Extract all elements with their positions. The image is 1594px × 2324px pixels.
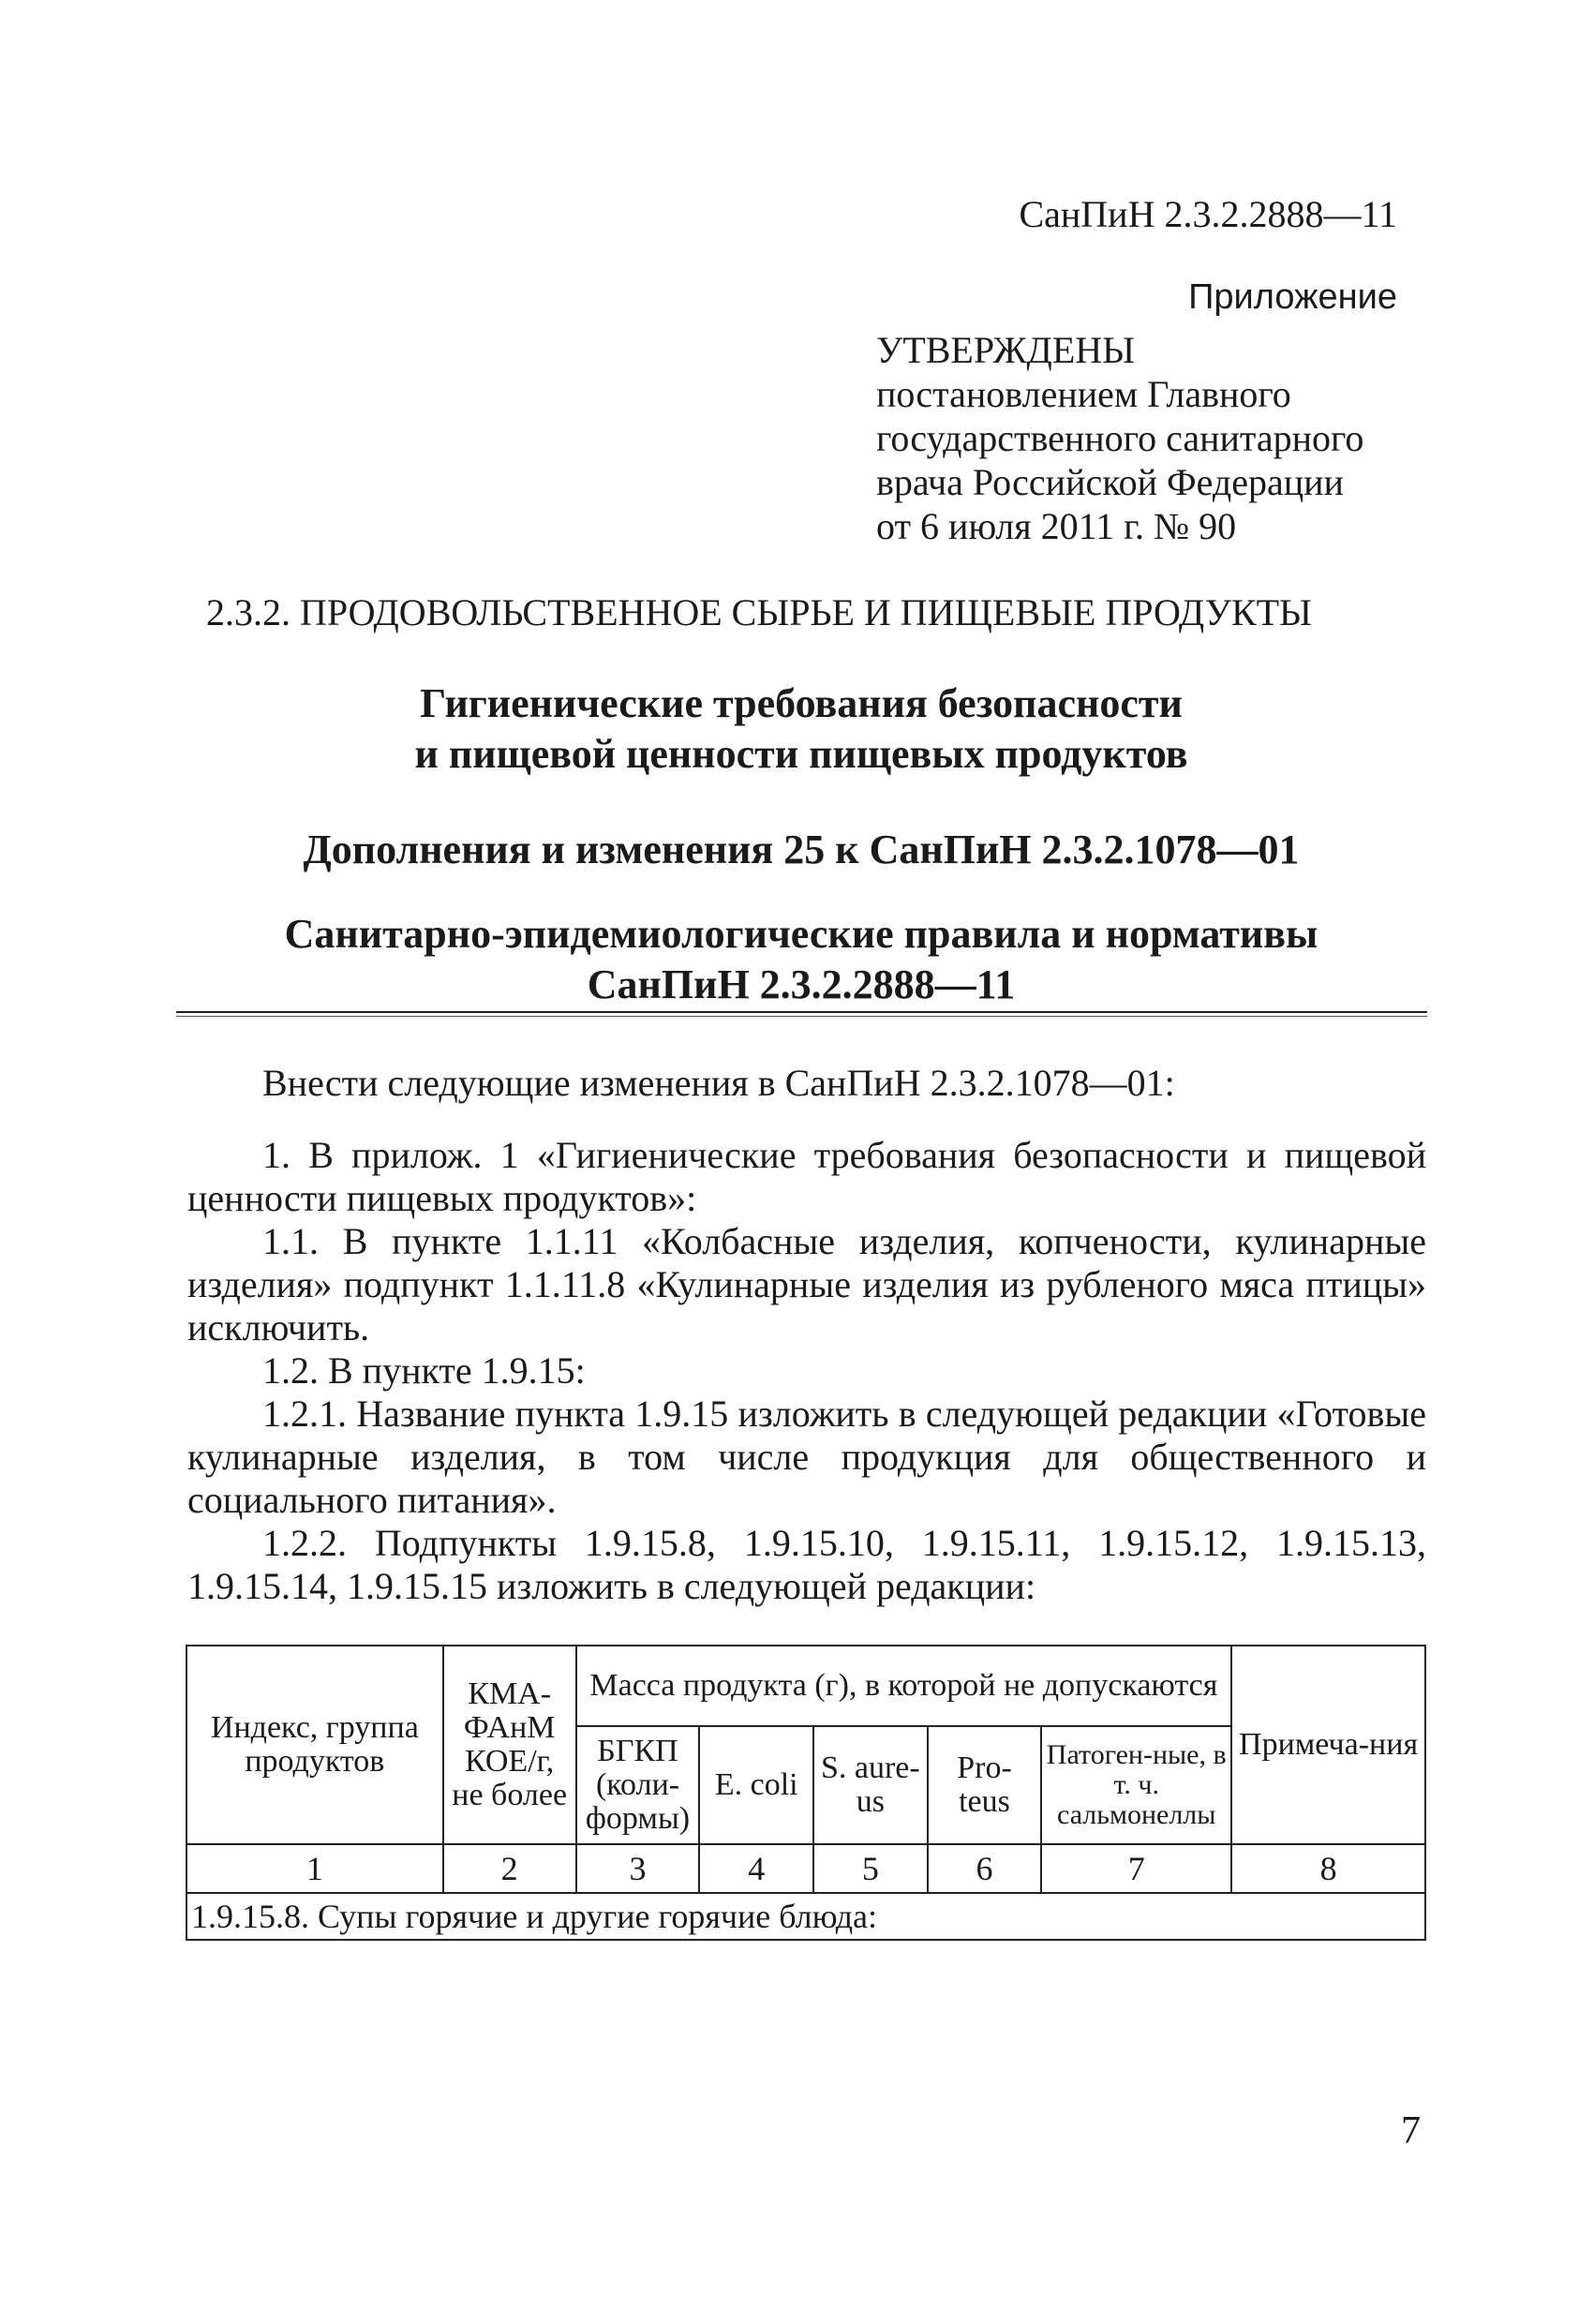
header-bgkp: БГКП (коли-формы) [576,1726,700,1844]
column-number: 1 [186,1844,443,1893]
column-number: 5 [813,1844,928,1893]
subsection-label: 1.9.15.8. Супы горячие и другие горячие блюда: [186,1893,1425,1940]
column-number: 8 [1231,1844,1425,1893]
header-kmafanm: КМА-ФАнМ КОЕ/г, не более [443,1646,576,1844]
amendments-title: Дополнения и изменения 25 к СанПиН 2.3.2.1078—01 [303,827,1300,872]
approval-line: врача Российской Федерации [876,461,1344,503]
header-ecoli: E. coli [699,1726,813,1844]
norms-table [186,1645,1426,1941]
approval-block [876,328,1363,548]
divider [176,1016,1427,1017]
document-code: СанПиН 2.3.2.2888—11 [1019,193,1397,235]
header-proteus: Pro-teus [928,1726,1042,1844]
rules-title [178,909,1424,1010]
header-notes: Примеча-ния [1231,1646,1425,1844]
title-line: Санитарно-эпидемиологические правила и нормативы [284,911,1318,957]
table-row [186,1893,1425,1940]
page-number: 7 [1401,2109,1421,2153]
title-line: и пищевой ценности пищевых продуктов [414,731,1188,777]
column-number: 3 [576,1844,700,1893]
appendix-label: Приложение [1188,277,1397,317]
paragraph: 1.1. В пункте 1.1.11 «Колбасные изделия, копчености, кулинарные изделия» подпункт 1.1.11.8 «Кулинарные изделия из рубленого мяса птицы» исключить. [187,1220,1426,1348]
approval-line: государственного санитарного [876,417,1364,459]
section-heading: 2.3.2. ПРОДОВОЛЬСТВЕННОЕ СЫРЬЕ И ПИЩЕВЫЕ ПРОДУКТЫ [206,591,1312,633]
approval-line: от 6 июля 2011 г. № 90 [876,505,1237,547]
header-mass: Масса продукта (г), в которой не допускаются [576,1646,1232,1726]
divider [176,1011,1427,1013]
title-line: СанПиН 2.3.2.2888—11 [587,961,1016,1007]
header-pathogenic: Патоген-ные, в т. ч. сальмонеллы [1041,1726,1231,1844]
paragraph: 1.2.2. Подпункты 1.9.15.8, 1.9.15.10, 1.9.15.11, 1.9.15.12, 1.9.15.13, 1.9.15.14, 1.9.15.15 изложить в следующей редакции: [187,1522,1426,1607]
intro-paragraph: Внести следующие изменения в СанПиН 2.3.2.1078—01: [262,1062,1175,1104]
column-number: 2 [443,1844,576,1893]
column-number: 7 [1041,1844,1231,1893]
column-number: 4 [699,1844,813,1893]
paragraph: 1. В прилож. 1 «Гигиенические требования безопасности и пищевой ценности пищевых продуктов»: [187,1134,1426,1219]
header-index-group: Индекс, группа продуктов [186,1646,443,1844]
paragraph: 1.2.1. Название пункта 1.9.15 изложить в следующей редакции «Готовые кулинарные изделия, в том числе продукция для общественного и социального питания». [187,1393,1426,1521]
column-number: 6 [928,1844,1042,1893]
table-header-row [186,1646,1425,1726]
body-text [187,1134,1426,1608]
document-title [178,678,1424,780]
table-row [186,1844,1425,1893]
header-saureus: S. aure-us [813,1726,928,1844]
approval-line: постановлением Главного [876,373,1291,415]
approval-line: УТВЕРЖДЕНЫ [876,329,1136,371]
title-line: Гигиенические требования безопасности [420,680,1183,726]
paragraph: 1.2. В пункте 1.9.15: [262,1349,586,1392]
